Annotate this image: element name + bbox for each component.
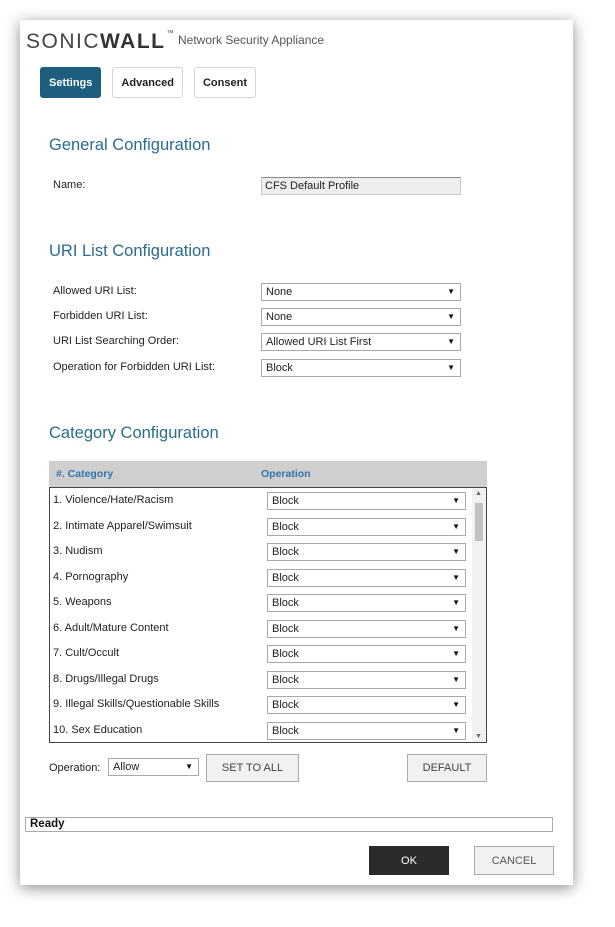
forbidden-uri-select[interactable] [261,308,461,326]
dropdown-arrow-icon: ▼ [452,572,460,582]
forbidden-uri-label: Forbidden URI List: [53,310,148,322]
search-order-value: Allowed URI List First [266,336,372,348]
forbidden-operation-row [53,359,463,377]
category-operation-select[interactable] [267,696,466,714]
dialog-window [20,20,573,885]
search-order-select[interactable] [261,333,461,351]
table-row [50,641,470,666]
cancel-button[interactable]: CANCEL [474,846,554,875]
category-name: 9. Illegal Skills/Questionable Skills [53,698,220,710]
category-operation-value: Block [272,571,299,584]
category-config-title: Category Configuration [49,424,219,442]
category-name: 3. Nudism [53,545,103,557]
general-config-title: General Configuration [49,136,211,154]
category-operation-value: Block [272,673,299,686]
product-tagline: Network Security Appliance [178,33,325,47]
dropdown-arrow-icon: ▼ [447,363,455,372]
name-row [53,177,463,195]
logo-trademark: ™ [166,30,175,37]
category-operation-select[interactable] [267,594,466,612]
table-row [50,692,470,717]
allowed-uri-row [53,283,463,301]
dropdown-arrow-icon: ▼ [447,337,455,346]
category-table-header [49,461,487,487]
tab-bar [40,67,256,98]
dropdown-arrow-icon: ▼ [447,312,455,321]
forbidden-operation-value: Block [266,362,293,374]
tab-consent[interactable]: Consent [194,67,256,98]
dropdown-arrow-icon: ▼ [452,547,460,556]
dropdown-arrow-icon: ▼ [452,623,460,633]
dropdown-arrow-icon: ▼ [452,521,460,531]
category-operation-value: Block [272,724,299,737]
logo-right-text: WALL [100,30,166,53]
operation-label: Operation: [49,762,101,774]
category-operation-value: Block [272,546,299,558]
forbidden-operation-label: Operation for Forbidden URI List: [53,361,216,373]
bulk-operation-value: Allow [113,761,140,773]
category-operation-select[interactable] [267,518,466,536]
search-order-row [53,333,463,351]
dropdown-arrow-icon: ▼ [452,674,460,684]
bulk-operation-select[interactable] [108,758,199,776]
category-name: 8. Drugs/Illegal Drugs [53,672,159,685]
scrollbar-thumb[interactable] [475,503,483,541]
category-name: 6. Adult/Mature Content [53,621,169,634]
operation-column-header[interactable]: Operation [261,468,311,480]
category-column-header[interactable]: #. Category [56,468,114,480]
category-name: 10. Sex Education [53,723,143,736]
sonicwall-logo [26,30,175,54]
category-operation-value: Block [272,495,299,507]
dropdown-arrow-icon: ▼ [452,700,460,709]
category-operation-select[interactable] [267,569,466,587]
dropdown-arrow-icon: ▼ [447,287,455,296]
category-operation-select[interactable] [267,645,466,663]
category-operation-select[interactable] [267,492,466,510]
logo-left-text: SONIC [26,30,101,53]
forbidden-uri-value: None [266,311,293,323]
dropdown-arrow-icon: ▼ [452,649,460,658]
dropdown-arrow-icon: ▼ [185,762,193,771]
dropdown-arrow-icon: ▼ [452,496,460,505]
category-scrollbar[interactable] [472,488,486,742]
allowed-uri-label: Allowed URI List: [53,285,137,297]
category-operation-value: Block [272,699,299,711]
category-name: 7. Cult/Occult [53,647,120,659]
table-row [50,565,470,590]
ok-button[interactable]: OK [369,846,449,875]
dropdown-arrow-icon: ▼ [452,598,460,607]
category-list[interactable] [49,487,487,743]
set-to-all-button[interactable]: SET TO ALL [206,754,299,782]
dropdown-arrow-icon: ▼ [452,725,460,735]
uri-config-title: URI List Configuration [49,242,211,260]
allowed-uri-select[interactable] [261,283,461,301]
allowed-uri-value: None [266,286,293,298]
table-row [50,667,470,692]
category-operation-value: Block [272,648,299,660]
category-name: 1. Violence/Hate/Racism [53,494,174,506]
category-name: 5. Weapons [53,596,112,608]
category-operation-select[interactable] [267,671,466,689]
forbidden-uri-row [53,308,463,326]
forbidden-operation-select[interactable] [261,359,461,377]
tab-advanced[interactable]: Advanced [112,67,183,98]
category-operation-select[interactable] [267,543,466,561]
category-operation-select[interactable] [267,722,466,740]
table-row [50,488,470,513]
table-row [50,590,470,615]
table-row [50,616,470,641]
category-name: 4. Pornography [53,570,129,583]
name-label: Name: [53,179,86,191]
table-row [50,514,470,539]
table-row [50,718,470,743]
scroll-up-icon[interactable]: ▲ [475,490,482,497]
status-bar: Ready [25,817,553,832]
category-name: 2. Intimate Apparel/Swimsuit [53,519,192,532]
tab-settings[interactable]: Settings [40,67,101,98]
category-operation-value: Block [272,520,299,533]
category-operation-select[interactable] [267,620,466,638]
search-order-label: URI List Searching Order: [53,335,179,347]
name-input[interactable]: CFS Default Profile [261,177,461,195]
category-operation-value: Block [272,597,299,609]
category-operation-value: Block [272,622,299,635]
table-row [50,539,470,564]
default-button[interactable]: DEFAULT [407,754,487,782]
scroll-down-icon[interactable]: ▼ [475,733,482,740]
